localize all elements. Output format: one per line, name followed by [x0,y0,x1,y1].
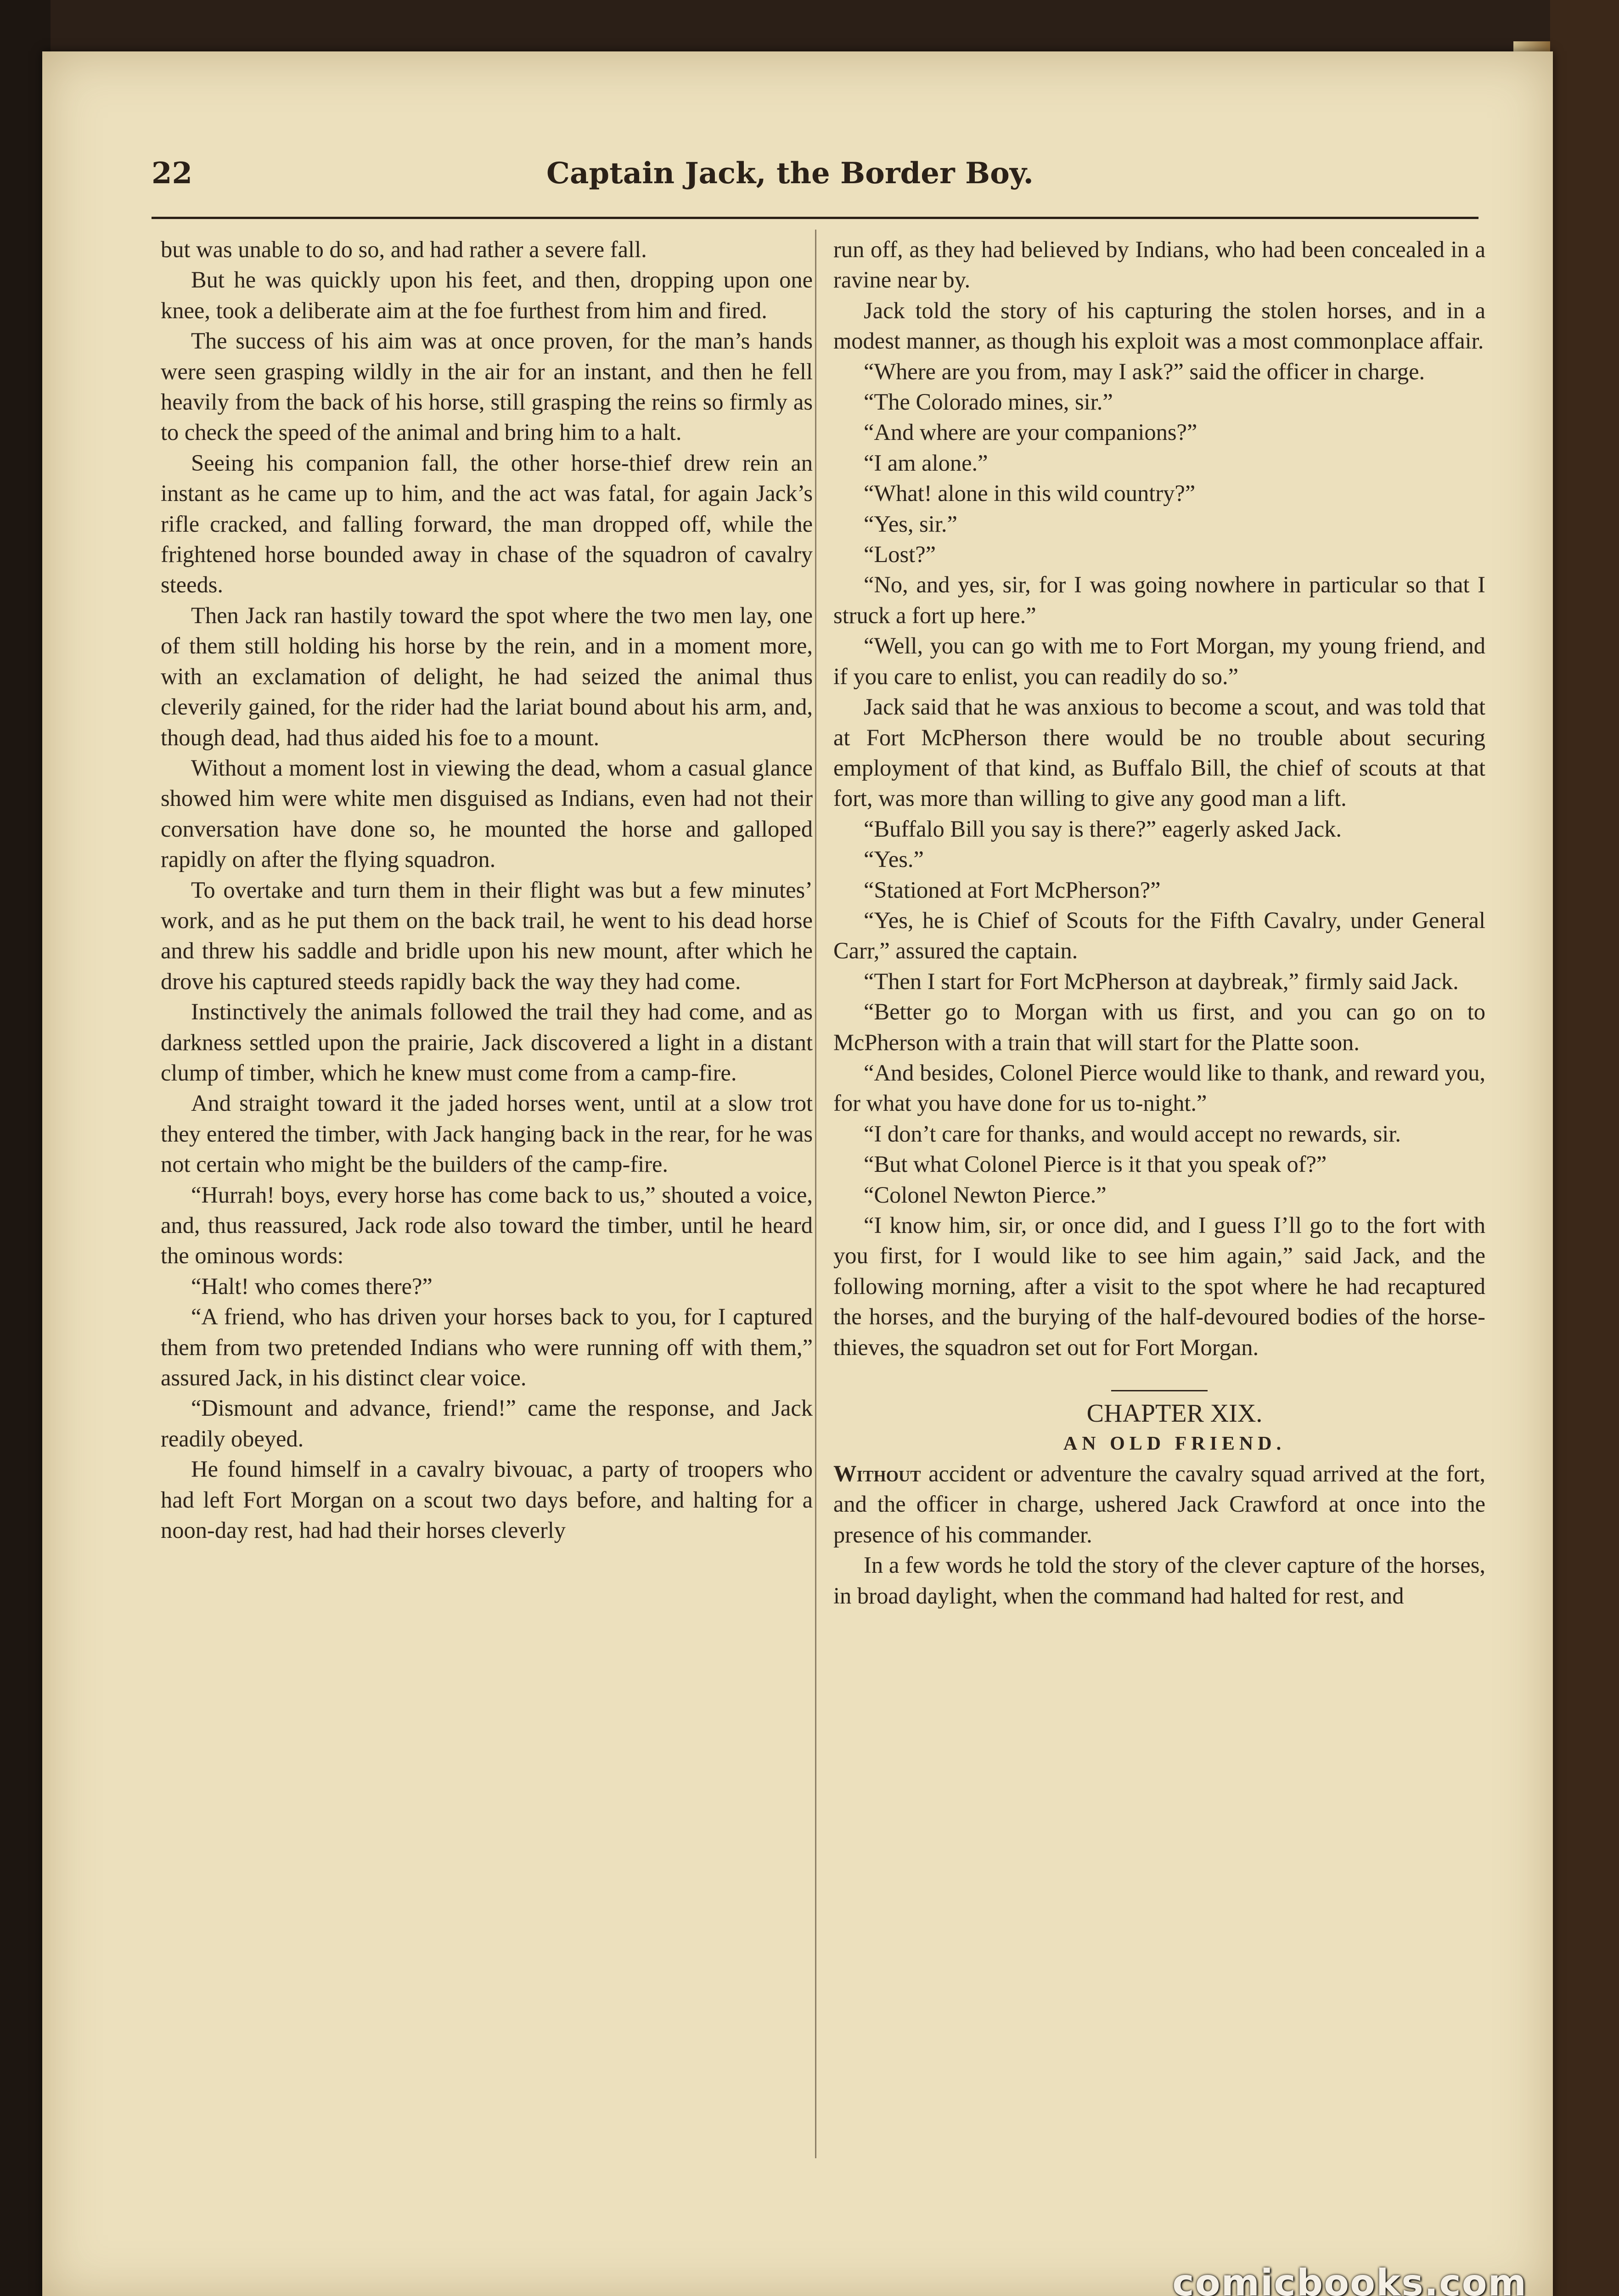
paragraph: “I don’t care for thanks, and would accept no rewards, sir. [864,1120,1401,1147]
chapter-rule [1111,1390,1208,1391]
paragraph: Jack told the story of his capturing the stolen horses, and in a modest manner, as though his exploit was a most commonplace affair. [833,297,1485,354]
page-number: 22 [152,156,193,191]
paragraph: “Yes, sir.” [864,511,957,537]
paragraph: “Hurrah! boys, every horse has come back to us,” shouted a voice, and, thus reassured, Jack rode also toward the timber, until he heard the ominous words: [161,1182,813,1269]
paragraph: And straight toward it the jaded horses went, until at a slow trot they entered the timber, with Jack hanging back in the rear, for he was not certain who might be the builders of the camp-fire. [161,1090,813,1177]
paragraph: “Yes.” [864,846,924,872]
scan-background-right [1550,0,1619,2296]
paragraph: “Lost?” [864,541,936,568]
paragraph: “No, and yes, sir, for I was going nowhere in particular so that I struck a fort up here.” [833,572,1485,628]
paragraph: run off, as they had believed by Indians, who had been concealed in a ravine near by. [833,236,1485,293]
paragraph: “Dismount and advance, friend!” came the response, and Jack readily obeyed. [161,1395,813,1452]
paragraph: Then Jack ran hastily toward the spot where the two men lay, one of them still holding his horse by the rein, and in a moment more, with an exclamation of delight, he had seized the animal thus cleverily gained, for the rider had the lariat bound about his arm, and, though dead, had thus aided his foe to a mount. [161,602,813,750]
paragraph: “Yes, he is Chief of Scouts for the Fifth Cavalry, under General Carr,” assured the captain. [833,907,1485,964]
watermark: comicbooks.com [1172,2262,1527,2296]
paragraph: “Buffalo Bill you say is there?” eagerly asked Jack. [864,816,1342,842]
paragraph: Jack said that he was anxious to become a scout, and was told that at Fort McPherson there would be no trouble about securing employment of that kind, as Buffalo Bill, the chief of scouts at that fort, was more than willing to give any good man a lift. [833,694,1485,811]
paragraph: Seeing his companion fall, the other horse-thief drew rein an instant as he came up to him, and the act was fatal, for again Jack’s rifle cracked, and falling forward, the man dropped off, while the frightened horse bounded away in chase of the squadron of cavalry steeds. [161,450,813,598]
paragraph: “Colonel Newton Pierce.” [864,1182,1107,1208]
paragraph: “And besides, Colonel Pierce would like to thank, and reward you, for what you have done for us to-night.” [833,1059,1485,1116]
paragraph: “Where are you from, may I ask?” said the officer in charge. [864,358,1425,384]
paragraph: In a few words he told the story of the clever capture of the horses, in broad daylight, when the command had halted for rest, and [833,1552,1485,1609]
paragraph: “And where are your companions?” [864,419,1197,445]
paragraph: Without a moment lost in viewing the dead, whom a casual glance showed him were white men disguised as Indians, even had not their conversation have done so, he mounted the horse and galloped rapidly on after the flying squadron. [161,754,813,872]
page-header [152,156,1483,211]
paragraph: Instinctively the animals followed the trail they had come, and as darkness settled upon the prairie, Jack discovered a light in a distant clump of timber, which he knew must come from a camp-fire. [161,999,813,1086]
paragraph: “Then I start for Fort McPherson at daybreak,” firmly said Jack. [864,968,1459,994]
chapter-subtitle: AN OLD FRIEND. [1063,1433,1286,1455]
paragraph: He found himself in a cavalry bivouac, a party of troopers who had left Fort Morgan on a scout two days before, and halting for a noon-day rest, had had their horses cleverly [161,1456,813,1543]
paragraph: but was unable to do so, and had rather a severe fall. [161,236,647,262]
paragraph: The success of his aim was at once proven, for the man’s hands were seen grasping wildly in the air for an instant, and then he fell heavily from the back of his horse, still grasping the reins so firmly as to check the speed of the animal and bring him to a halt. [161,328,813,445]
paragraph: “But what Colonel Pierce is it that you speak of?” [864,1151,1327,1177]
paragraph: “The Colorado mines, sir.” [864,389,1113,415]
paragraph: “I know him, sir, or once did, and I guess I’ll go to the fort with you first, for I would like to see him again,” said Jack, and the following morning, after a visit to the spot where he had recaptured the horses, and the burying of the half-devoured bodies of the horse-thieves, the squadron set out for Fort Morgan. [833,1212,1485,1360]
header-rule [152,217,1478,219]
paragraph: But he was quickly upon his feet, and then, dropping upon one knee, took a deliberate aim at the foe furthest from him and fired. [161,267,813,323]
paragraph-text: accident or adventure the cavalry squad arrived at the fort, and the officer in charge, ushered Jack Crawford at once into the presence of his commander. [833,1461,1485,1548]
paragraph: To overtake and turn them in their flight was but a few minutes’ work, and as he put them on the back trail, he went to his dead horse and threw his saddle and bridle upon his new mount, after which he drove his captured steeds rapidly back the way they had come. [161,877,813,994]
paragraph: “Stationed at Fort McPherson?” [864,877,1161,903]
chapter-first-paragraph [833,1458,1485,1550]
chapter-heading: CHAPTER XIX. [1086,1399,1263,1428]
paragraph: “Well, you can go with me to Fort Morgan, my young friend, and if you care to enlist, you can readily do so.” [833,633,1485,689]
left-column [161,234,813,1545]
right-column [833,234,1485,1611]
drop-word: Without [833,1461,921,1487]
paragraph: “I am alone.” [864,450,988,476]
paragraph: “Halt! who comes there?” [191,1273,433,1299]
paragraph: “What! alone in this wild country?” [864,480,1196,506]
running-title: Captain Jack, the Border Boy. [546,156,1034,191]
paragraph: “A friend, who has driven your horses back to you, for I captured them from two pretended Indians who were running off with them,” assured Jack, in his distinct clear voice. [161,1304,813,1391]
column-divider [815,230,816,2158]
paragraph: “Better go to Morgan with us first, and you can go on to McPherson with a train that will start for the Platte soon. [833,999,1485,1055]
